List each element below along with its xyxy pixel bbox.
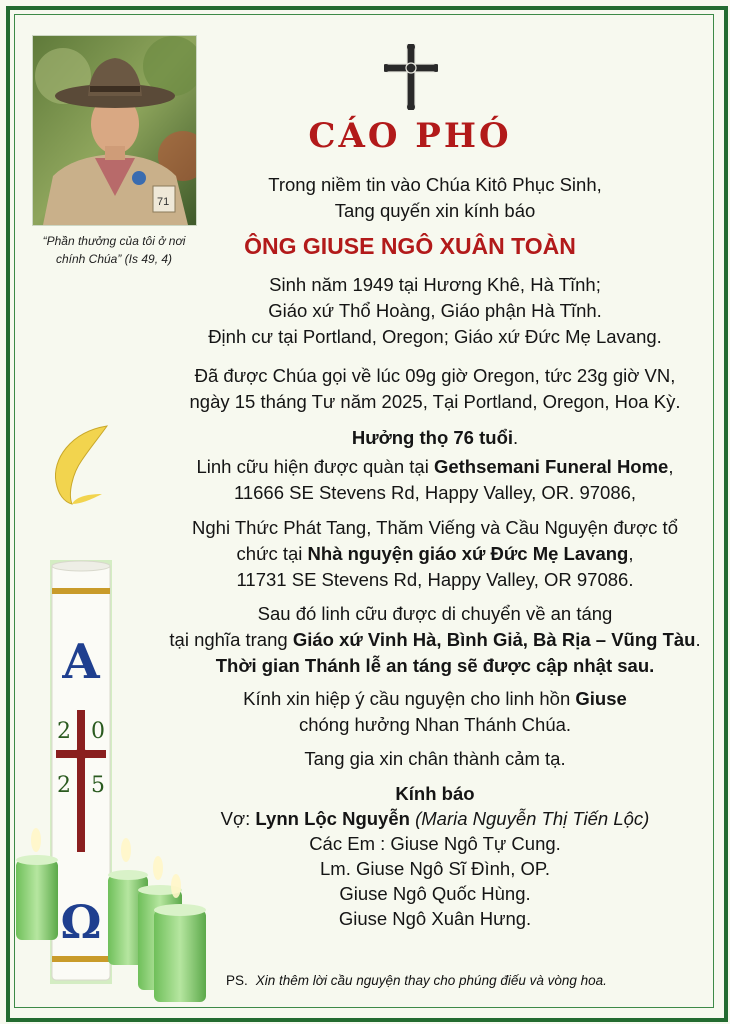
svg-text:71: 71 bbox=[157, 196, 170, 208]
burial-line-1: Sau đó linh cữu được di chuyển về an táng bbox=[257, 603, 613, 624]
wife-label: Vợ: bbox=[220, 808, 256, 829]
cross-icon bbox=[384, 44, 438, 115]
prayer-name: Giuse bbox=[575, 688, 627, 709]
year-digit: 2 bbox=[57, 719, 71, 744]
caption-line-1: “Phần thưởng của tôi ở nơi bbox=[42, 234, 186, 248]
age-suffix: . bbox=[513, 427, 519, 448]
burial-prefix: tại nghĩa trang bbox=[169, 629, 293, 650]
burial-line-2 bbox=[140, 627, 730, 653]
prayer-prefix: Kính xin hiệp ý cầu nguyện cho linh hồn bbox=[243, 688, 576, 709]
burial-suffix: . bbox=[695, 629, 701, 650]
postscript bbox=[226, 973, 706, 988]
funeral-home-line bbox=[140, 454, 730, 480]
deceased-name: ÔNG GIUSE NGÔ XUÂN TOÀN bbox=[244, 233, 576, 259]
sibling-line: Các Em : Giuse Ngô Tự Cung. bbox=[309, 833, 561, 854]
year-digit: 5 bbox=[91, 773, 105, 798]
intro-line-1: Trong niềm tin vào Chúa Kitô Phục Sinh, bbox=[268, 174, 602, 195]
wife-name: Lynn Lộc Nguyễn bbox=[255, 808, 410, 829]
service-place: Nhà nguyện giáo xứ Đức Mẹ Lavang bbox=[307, 543, 629, 564]
burial-line-3: Thời gian Thánh lễ an táng sẽ được cập nhật sau. bbox=[215, 655, 655, 676]
page-title: CÁO PHÓ bbox=[308, 116, 512, 156]
prayer-line-2: chóng hưởng Nhan Thánh Chúa. bbox=[298, 714, 572, 735]
votive-candles-icon bbox=[8, 820, 228, 1015]
sibling-line: Giuse Ngô Xuân Hưng. bbox=[338, 908, 532, 929]
ps-text: Xin thêm lời cầu nguyện thay cho phúng điếu và vòng hoa. bbox=[255, 973, 607, 988]
bio-line-2: Giáo xứ Thổ Hoàng, Giáo phận Hà Tĩnh. bbox=[268, 300, 602, 321]
wife-line bbox=[140, 806, 730, 832]
bio-line-3: Định cư tại Portland, Oregon; Giáo xứ Đức Mẹ Lavang. bbox=[208, 326, 662, 347]
age-text: Hưởng thọ 76 tuổi bbox=[351, 427, 514, 448]
service-suffix: , bbox=[628, 543, 634, 564]
service-address: 11731 SE Stevens Rd, Happy Valley, OR 97086. bbox=[236, 569, 634, 590]
funeral-home-address: 11666 SE Stevens Rd, Happy Valley, OR. 97086, bbox=[233, 482, 637, 503]
bio-line-1: Sinh năm 1949 tại Hương Khê, Hà Tĩnh; bbox=[269, 274, 601, 295]
service-line-2 bbox=[140, 541, 730, 567]
sibling-line: Lm. Giuse Ngô Sĩ Đình, OP. bbox=[320, 858, 550, 879]
death-line-2: ngày 15 tháng Tư năm 2025, Tại Portland, Oregon, Hoa Kỳ. bbox=[189, 391, 681, 412]
wife-alt-name: (Maria Nguyễn Thị Tiến Lộc) bbox=[409, 808, 650, 829]
service-line-1: Nghi Thức Phát Tang, Thăm Viếng và Cầu Nguyện được tổ bbox=[192, 517, 678, 538]
caption-line-2: chính Chúa” (Is 49, 4) bbox=[55, 252, 173, 266]
omega-letter: Ω bbox=[60, 895, 102, 949]
service-prefix: chức tại bbox=[236, 543, 308, 564]
year-digit: 2 bbox=[57, 773, 71, 798]
family-heading: Kính báo bbox=[395, 783, 475, 804]
ps-label: PS. bbox=[226, 973, 248, 988]
sibling-line: Giuse Ngô Quốc Hùng. bbox=[339, 883, 531, 904]
funeral-home-prefix: Linh cữu hiện được quàn tại bbox=[196, 456, 434, 477]
prayer-line-1 bbox=[140, 686, 730, 712]
funeral-home-name: Gethsemani Funeral Home bbox=[433, 456, 669, 477]
intro-line-2: Tang quyến xin kính báo bbox=[334, 200, 536, 221]
burial-place: Giáo xứ Vinh Hà, Bình Giả, Bà Rịa – Vũng Tàu bbox=[292, 629, 696, 650]
year-digit: 0 bbox=[91, 719, 105, 744]
crescent-moon-icon bbox=[52, 424, 112, 511]
funeral-home-suffix: , bbox=[668, 456, 674, 477]
age-line bbox=[140, 425, 730, 451]
death-line-1: Đã được Chúa gọi về lúc 09g giờ Oregon, tức 23g giờ VN, bbox=[194, 365, 676, 386]
thanks-line: Tang gia xin chân thành cảm tạ. bbox=[304, 748, 566, 769]
alpha-letter: A bbox=[62, 634, 100, 690]
photo-caption bbox=[20, 232, 208, 268]
